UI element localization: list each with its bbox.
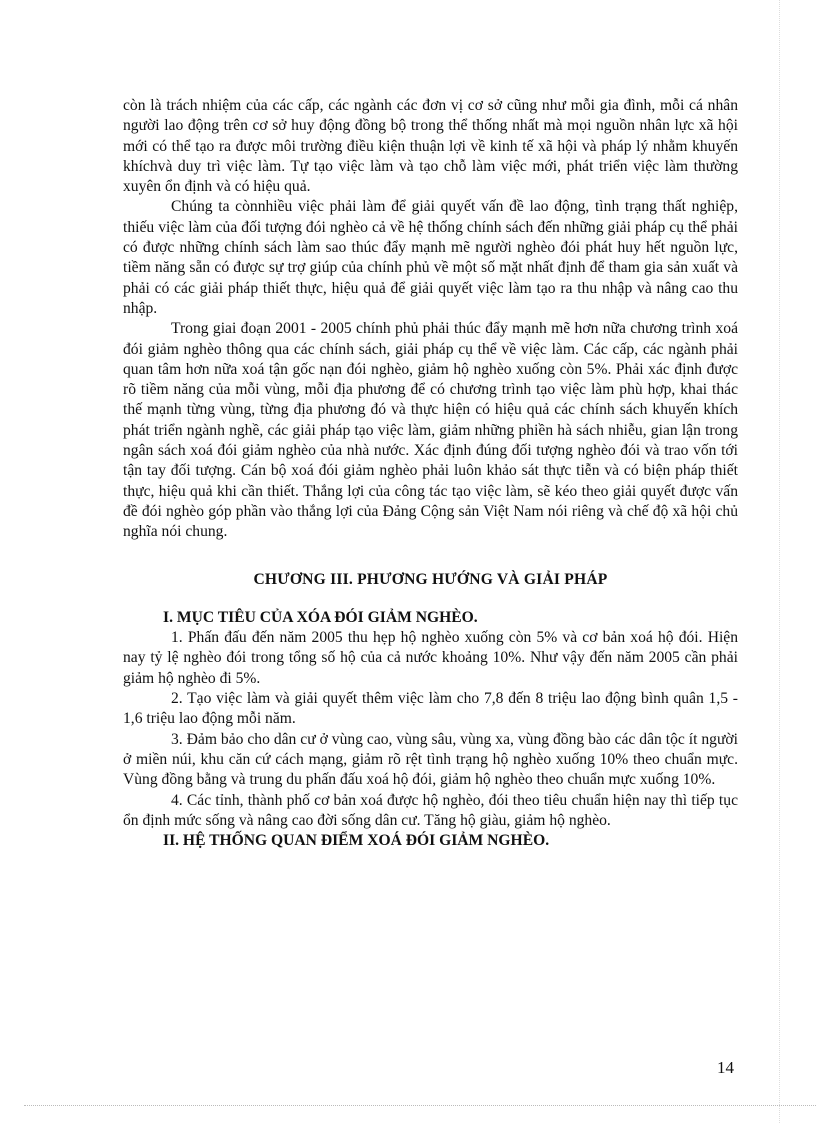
- paragraph-2001-2005: Trong giai đoạn 2001 - 2005 chính phủ phải thúc đẩy mạnh mẽ hơn nữa chương trình xoá đói giảm nghèo thông qua các chính sách, giải pháp cụ thể về việc làm. Các cấp, các ngành phải quan tâm hơn nữa xoá tận gốc nạn đói nghèo, giảm hộ nghèo xuống còn 5%. Phải xác định được rõ tiềm năng của mỗi vùng, mỗi địa phương để có chương trình tạo việc làm phù hợp, khai thác thế mạnh từng vùng, từng địa phương đó và thực hiện có hiệu quả các chính sách khuyến khích phát triển ngành nghề, các giải pháp tạo việc làm, giảm những phiền hà sách nhiễu, gian lận trong ngân sách xoá đói giảm nghèo của nhà nước. Xác định đúng đối tượng nghèo đói và trao vốn tới tận tay đối tượng. Cán bộ xoá đói giảm nghèo phải luôn khảo sát thực tiễn và có biện pháp thiết thực, hiệu quả khi cần thiết. Thắng lợi của công tác tạo việc làm, sẽ kéo theo giải quyết được vấn đề đói nghèo góp phần vào thắng lợi của Đảng Cộng sản Việt Nam nói riêng và chế độ xã hội chủ nghĩa nói chung.: [123, 320, 738, 541]
- list-item: 3. Đảm bảo cho dân cư ở vùng cao, vùng sâu, vùng xa, vùng đồng bào các dân tộc ít người ở miền núi, khu căn cứ cách mạng, giảm rõ rệt tình trạng hộ nghèo xuống 10% theo chuẩn mực. Vùng đồng bằng và trung du phấn đấu xoá hộ đói, giảm hộ nghèo theo chuẩn mực xuống 10%.: [123, 730, 738, 789]
- page-body: [123, 96, 738, 851]
- list-item: 1. Phấn đấu đến năm 2005 thu hẹp hộ nghèo xuống còn 5% và cơ bản xoá hộ đói. Hiện nay tỷ lệ nghèo đói trong tổng số hộ của cả nước khoảng 10%. Như vậy đến năm 2005 cần phải giảm hộ nghèo đi 5%.: [123, 629, 738, 687]
- paragraph-labor-issues: Chúng ta cònnhiều việc phải làm để giải quyết vấn đề lao động, tình trạng thất nghiệp, thiếu việc làm của đối tượng đói nghèo cả về hệ thống chính sách đến những giải pháp cụ thể phải có được những chính sách làm sao thúc đẩy mạnh mẽ người nghèo đói phát huy hết nguồn lực, tiềm năng sẵn có được sự trợ giúp của chính phủ về một số mặt nhất định để tham gia sản xuất và phải có các giải pháp thiết thực, hiệu quả để giải quyết việc làm tạo ra thu nhập và nâng cao thu nhập.: [123, 198, 738, 317]
- list-item: 4. Các tỉnh, thành phố cơ bản xoá được hộ nghèo, đói theo tiêu chuẩn hiện nay thì tiếp tục ổn định mức sống và nâng cao đời sống dân cư. Tăng hộ giàu, giảm hộ nghèo.: [123, 791, 738, 829]
- page-number: 14: [717, 1058, 734, 1077]
- list-item: 2. Tạo việc làm và giải quyết thêm việc làm cho 7,8 đến 8 triệu lao động bình quân 1,5 - 1,6 triệu lao động mỗi năm.: [123, 690, 738, 728]
- page-edge-line: [779, 0, 780, 1123]
- footer-divider: [24, 1105, 816, 1106]
- chapter-title: CHƯƠNG III. PHƯƠNG HƯỚNG VÀ GIẢI PHÁP: [253, 570, 608, 588]
- section-2-heading: II. HỆ THỐNG QUAN ĐIỂM XOÁ ĐÓI GIẢM NGHÈO.: [163, 832, 550, 850]
- section-1-heading: I. MỤC TIÊU CỦA XÓA ĐÓI GIẢM NGHÈO.: [163, 608, 478, 626]
- paragraph-continuation: còn là trách nhiệm của các cấp, các ngành các đơn vị cơ sở cũng như mỗi gia đình, mỗi cá nhân người lao động trên cơ sở huy động đồng bộ trong thể thống nhất mà mọi nguồn nhân lực xã hội mới có thể tạo ra được môi trường điều kiện thuận lợi về kinh tế xã hội và pháp lý nhằm khuyến khíchvà duy trì việc làm. Tự tạo việc làm và tạo chỗ làm việc mới, phát triển việc làm thường xuyên ổn định và có hiệu quả.: [123, 97, 738, 196]
